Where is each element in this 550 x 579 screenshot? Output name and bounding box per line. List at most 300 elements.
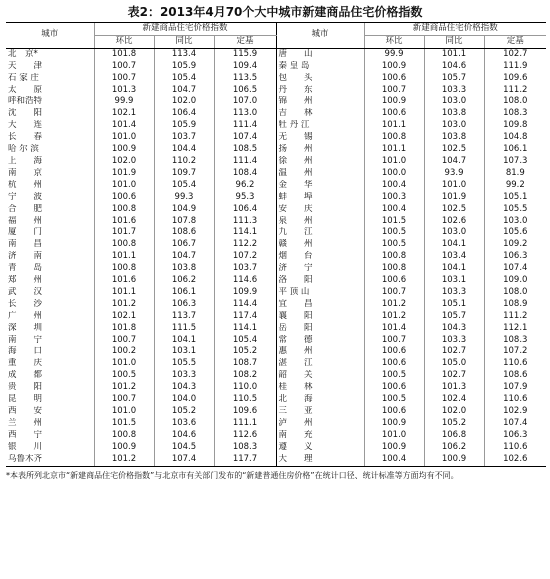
city-cell-right: 吉 林: [276, 108, 364, 120]
city-cell-right: 徐 州: [276, 156, 364, 168]
table-row: [6, 382, 546, 394]
city-cell-left: 长 沙: [8, 298, 43, 309]
base-cell-right: 108.6: [484, 370, 546, 382]
yoy-cell-right: 106.2: [424, 442, 484, 454]
mom-cell-right: 100.7: [364, 335, 424, 347]
base-cell-left: 105.4: [214, 335, 276, 347]
yoy-cell-left: 104.9: [154, 204, 214, 216]
yoy-cell-right: 102.7: [424, 370, 484, 382]
base-cell-right: 111.9: [484, 61, 546, 73]
base-cell-right: 112.1: [484, 323, 546, 335]
yoy-cell-right: 103.3: [424, 287, 484, 299]
mom-cell-right: 100.3: [364, 192, 424, 204]
city-cell-left: 西 宁: [8, 429, 43, 440]
mom-cell-right: 100.7: [364, 85, 424, 97]
base-cell-left: 96.2: [214, 180, 276, 192]
yoy-cell-right: 104.6: [424, 61, 484, 73]
table-row: [6, 180, 546, 192]
city-cell-right: 北 海: [276, 394, 364, 406]
base-cell-right: 103.0: [484, 216, 546, 228]
yoy-cell-left: 104.4: [154, 144, 214, 156]
yoy-cell-right: 105.0: [424, 358, 484, 370]
table-row: [6, 358, 546, 370]
mom-cell-left: 101.8: [94, 323, 154, 335]
base-cell-left: 115.9: [214, 48, 276, 60]
base-cell-left: 108.5: [214, 144, 276, 156]
city-cell-left: 上 海: [8, 155, 43, 166]
base-cell-left: 109.4: [214, 61, 276, 73]
mom-cell-left: 100.6: [94, 192, 154, 204]
yoy-cell-right: 101.0: [424, 180, 484, 192]
mom-cell-left: 100.7: [94, 61, 154, 73]
base-cell-left: 117.4: [214, 311, 276, 323]
yoy-cell-left: 103.7: [154, 132, 214, 144]
mom-cell-left: 100.7: [94, 335, 154, 347]
base-cell-left: 108.4: [214, 168, 276, 180]
base-cell-left: 114.1: [214, 323, 276, 335]
city-cell-left: 大 连: [8, 120, 43, 131]
city-cell-left: 南 宁: [8, 334, 43, 345]
base-cell-left: 117.7: [214, 454, 276, 466]
base-cell-left: 112.2: [214, 239, 276, 251]
index-group-header-left: 新建商品住宅价格指数: [94, 23, 276, 36]
base-cell-left: 114.6: [214, 275, 276, 287]
base-cell-right: 107.4: [484, 263, 546, 275]
mom-cell-right: 101.1: [364, 144, 424, 156]
base-cell-right: 102.9: [484, 406, 546, 418]
yoy-cell-left: 106.4: [154, 108, 214, 120]
table-row: [6, 251, 546, 263]
city-cell-left: 乌鲁木齐: [6, 454, 94, 466]
table-row: [6, 156, 546, 168]
yoy-cell-left: 105.4: [154, 73, 214, 85]
mom-cell-left: 101.0: [94, 132, 154, 144]
mom-cell-right: 100.5: [364, 394, 424, 406]
mom-cell-left: 101.6: [94, 216, 154, 228]
yoy-cell-right: 93.9: [424, 168, 484, 180]
base-cell-left: 107.4: [214, 132, 276, 144]
mom-cell-right: 100.0: [364, 168, 424, 180]
yoy-cell-right: 106.8: [424, 430, 484, 442]
base-cell-left: 112.6: [214, 430, 276, 442]
base-cell-right: 109.2: [484, 239, 546, 251]
base-cell-right: 102.6: [484, 454, 546, 466]
base-cell-left: 108.2: [214, 370, 276, 382]
yoy-cell-right: 105.2: [424, 418, 484, 430]
mom-cell-right: 101.2: [364, 311, 424, 323]
yoy-cell-left: 106.3: [154, 299, 214, 311]
base-cell-left: 103.7: [214, 263, 276, 275]
yoy-cell-right: 101.3: [424, 382, 484, 394]
mom-cell-left: 100.7: [94, 73, 154, 85]
city-cell-left: 天 津: [8, 60, 43, 71]
yoy-cell-right: 104.1: [424, 263, 484, 275]
mom-cell-left: 101.2: [94, 382, 154, 394]
yoy-cell-left: 105.2: [154, 406, 214, 418]
mom-cell-left: 101.4: [94, 120, 154, 132]
mom-cell-right: 101.0: [364, 156, 424, 168]
mom-cell-right: 100.7: [364, 287, 424, 299]
mom-header-right: 环比: [364, 35, 424, 48]
mom-cell-left: 101.0: [94, 358, 154, 370]
base-cell-right: 107.9: [484, 382, 546, 394]
yoy-cell-left: 103.3: [154, 370, 214, 382]
mom-cell-right: 100.6: [364, 275, 424, 287]
base-cell-right: 109.6: [484, 73, 546, 85]
table-row: [6, 299, 546, 311]
base-cell-left: 111.1: [214, 418, 276, 430]
city-cell-right: 无 锡: [276, 132, 364, 144]
mom-cell-right: 100.8: [364, 251, 424, 263]
city-cell-right: 扬 州: [276, 144, 364, 156]
yoy-cell-left: 111.5: [154, 323, 214, 335]
city-cell-right: 大 理: [276, 454, 364, 466]
yoy-cell-left: 108.6: [154, 227, 214, 239]
base-cell-left: 109.6: [214, 406, 276, 418]
table-row: [6, 192, 546, 204]
base-cell-right: 107.4: [484, 418, 546, 430]
yoy-cell-right: 102.6: [424, 216, 484, 228]
yoy-cell-right: 103.0: [424, 96, 484, 108]
base-cell-right: 106.3: [484, 430, 546, 442]
city-cell-right: 济 宁: [276, 263, 364, 275]
base-cell-right: 108.0: [484, 96, 546, 108]
city-cell-right: 桂 林: [276, 382, 364, 394]
yoy-cell-left: 103.6: [154, 418, 214, 430]
city-cell-left: 济 南: [8, 251, 43, 262]
base-cell-right: 109.8: [484, 120, 546, 132]
city-cell-right: 湛 江: [276, 358, 364, 370]
yoy-cell-left: 104.7: [154, 85, 214, 97]
base-cell-left: 111.4: [214, 120, 276, 132]
yoy-cell-right: 103.0: [424, 120, 484, 132]
price-index-table: [6, 22, 546, 467]
city-header-right: 城市: [276, 23, 364, 49]
table-row: [6, 204, 546, 216]
mom-cell-right: 100.6: [364, 382, 424, 394]
yoy-cell-left: 106.7: [154, 239, 214, 251]
yoy-cell-right: 102.4: [424, 394, 484, 406]
base-cell-right: 108.9: [484, 299, 546, 311]
table-row: [6, 239, 546, 251]
base-cell-left: 114.4: [214, 299, 276, 311]
yoy-cell-left: 103.8: [154, 263, 214, 275]
mom-cell-right: 100.5: [364, 370, 424, 382]
base-cell-right: 105.1: [484, 192, 546, 204]
city-cell-left: 重 庆: [8, 358, 43, 369]
city-cell-right: 烟 台: [276, 251, 364, 263]
city-cell-right: 蚌 埠: [276, 192, 364, 204]
mom-cell-left: 100.8: [94, 263, 154, 275]
city-cell-left: 厦 门: [8, 227, 43, 238]
mom-cell-left: 100.8: [94, 239, 154, 251]
city-cell-right: 韶 关: [276, 370, 364, 382]
table-row: [6, 418, 546, 430]
mom-cell-left: 100.2: [94, 346, 154, 358]
city-cell-right: 遵 义: [276, 442, 364, 454]
yoy-cell-left: 104.0: [154, 394, 214, 406]
city-cell-right: 锦 州: [276, 96, 364, 108]
yoy-cell-left: 105.9: [154, 61, 214, 73]
mom-cell-left: 101.6: [94, 275, 154, 287]
mom-cell-left: 100.8: [94, 430, 154, 442]
table-row: [6, 454, 546, 466]
table-row: [6, 346, 546, 358]
mom-cell-left: 102.1: [94, 311, 154, 323]
mom-cell-left: 101.0: [94, 406, 154, 418]
table-row: [6, 287, 546, 299]
mom-cell-right: 100.5: [364, 227, 424, 239]
mom-cell-right: 100.9: [364, 418, 424, 430]
yoy-cell-right: 104.1: [424, 239, 484, 251]
mom-cell-right: 100.6: [364, 346, 424, 358]
yoy-cell-right: 102.7: [424, 346, 484, 358]
yoy-cell-left: 105.5: [154, 358, 214, 370]
city-cell-left: 哈 尔 滨: [8, 144, 39, 155]
base-cell-right: 106.1: [484, 144, 546, 156]
mom-cell-right: 100.4: [364, 180, 424, 192]
table-row: [6, 227, 546, 239]
mom-cell-left: 102.0: [94, 156, 154, 168]
base-cell-left: 109.9: [214, 287, 276, 299]
yoy-cell-left: 103.1: [154, 346, 214, 358]
city-cell-left: 深 圳: [8, 322, 43, 333]
base-cell-left: 113.5: [214, 73, 276, 85]
city-cell-left: 昆 明: [8, 394, 43, 405]
yoy-header-right: 同比: [424, 35, 484, 48]
yoy-cell-left: 105.4: [154, 180, 214, 192]
city-cell-right: 宜 昌: [276, 299, 364, 311]
city-cell-right: 丹 东: [276, 85, 364, 97]
yoy-cell-left: 113.7: [154, 311, 214, 323]
city-cell-left: 沈 阳: [8, 108, 43, 119]
mom-cell-right: 100.9: [364, 442, 424, 454]
city-cell-left: 杭 州: [8, 179, 43, 190]
city-cell-right: 平 顶 山: [276, 287, 364, 299]
table-row: [6, 430, 546, 442]
city-cell-left: 广 州: [8, 310, 43, 321]
table-row: [6, 263, 546, 275]
mom-cell-right: 99.9: [364, 48, 424, 60]
base-cell-right: 99.2: [484, 180, 546, 192]
table-row: [6, 144, 546, 156]
base-cell-right: 110.6: [484, 394, 546, 406]
city-cell-right: 惠 州: [276, 346, 364, 358]
yoy-cell-right: 103.3: [424, 335, 484, 347]
yoy-cell-left: 99.3: [154, 192, 214, 204]
mom-cell-left: 101.3: [94, 85, 154, 97]
yoy-cell-left: 104.1: [154, 335, 214, 347]
city-cell-right: 包 头: [276, 73, 364, 85]
yoy-cell-right: 103.0: [424, 227, 484, 239]
yoy-cell-left: 110.2: [154, 156, 214, 168]
city-cell-left: 银 川: [8, 441, 43, 452]
yoy-cell-right: 104.3: [424, 323, 484, 335]
city-header-left: 城市: [6, 23, 94, 49]
base-cell-right: 107.2: [484, 346, 546, 358]
yoy-cell-right: 101.9: [424, 192, 484, 204]
city-cell-left: 海 口: [8, 346, 43, 357]
yoy-cell-left: 105.9: [154, 120, 214, 132]
yoy-cell-right: 102.0: [424, 406, 484, 418]
city-cell-right: 常 德: [276, 335, 364, 347]
yoy-cell-right: 102.5: [424, 144, 484, 156]
base-cell-right: 105.5: [484, 204, 546, 216]
mom-cell-right: 101.0: [364, 430, 424, 442]
city-cell-left: 西 安: [8, 406, 43, 416]
mom-cell-left: 101.1: [94, 251, 154, 263]
table-row: [6, 275, 546, 287]
mom-cell-left: 100.9: [94, 442, 154, 454]
table-body: [6, 48, 546, 466]
table-row: [6, 73, 546, 85]
mom-cell-left: 102.1: [94, 108, 154, 120]
base-cell-left: 106.5: [214, 85, 276, 97]
city-cell-right: 襄 阳: [276, 311, 364, 323]
city-cell-right: 九 江: [276, 227, 364, 239]
table-title: 表2：2013年4月70个大中城市新建商品住宅价格指数: [127, 5, 423, 19]
table-row: [6, 108, 546, 120]
yoy-header-left: 同比: [154, 35, 214, 48]
yoy-cell-right: 102.5: [424, 204, 484, 216]
yoy-cell-left: 104.6: [154, 430, 214, 442]
city-cell-right: 秦 皇 岛: [276, 61, 364, 73]
city-cell-right: 牡 丹 江: [276, 120, 364, 132]
yoy-cell-right: 103.8: [424, 108, 484, 120]
mom-cell-left: 101.0: [94, 180, 154, 192]
city-cell-right: 赣 州: [276, 239, 364, 251]
city-cell-left: 南 京: [8, 167, 43, 178]
mom-cell-left: 99.9: [94, 96, 154, 108]
base-cell-right: 105.6: [484, 227, 546, 239]
city-cell-left: 青 岛: [8, 263, 43, 274]
index-group-header-right: 新建商品住宅价格指数: [364, 23, 546, 36]
yoy-cell-left: 104.7: [154, 251, 214, 263]
city-cell-left: 合 肥: [8, 203, 43, 214]
base-cell-right: 104.8: [484, 132, 546, 144]
table-row: [6, 394, 546, 406]
mom-cell-left: 101.2: [94, 299, 154, 311]
mom-cell-right: 100.6: [364, 358, 424, 370]
yoy-cell-right: 103.8: [424, 132, 484, 144]
base-cell-right: 110.6: [484, 358, 546, 370]
mom-cell-right: 100.6: [364, 73, 424, 85]
city-cell-left: 北 京*: [8, 48, 38, 59]
base-cell-right: 108.3: [484, 335, 546, 347]
yoy-cell-right: 105.7: [424, 73, 484, 85]
base-cell-right: 81.9: [484, 168, 546, 180]
base-cell-right: 106.3: [484, 251, 546, 263]
base-cell-left: 108.7: [214, 358, 276, 370]
table-row: [6, 406, 546, 418]
base-cell-left: 110.0: [214, 382, 276, 394]
table-row: [6, 216, 546, 228]
city-cell-left: 宁 波: [8, 191, 43, 202]
city-cell-left: 成 都: [8, 370, 43, 381]
city-cell-left: 长 春: [8, 132, 43, 143]
yoy-cell-left: 106.2: [154, 275, 214, 287]
table-row: [6, 442, 546, 454]
table-row: [6, 85, 546, 97]
mom-cell-right: 100.9: [364, 96, 424, 108]
table-row: [6, 323, 546, 335]
city-cell-left: 呼和浩特: [8, 96, 43, 107]
city-cell-left: 兰 州: [8, 417, 43, 428]
city-cell-left: 郑 州: [8, 275, 43, 286]
mom-cell-left: 101.5: [94, 418, 154, 430]
mom-cell-left: 100.7: [94, 394, 154, 406]
yoy-cell-left: 109.7: [154, 168, 214, 180]
city-cell-right: 岳 阳: [276, 323, 364, 335]
mom-cell-right: 101.4: [364, 323, 424, 335]
yoy-cell-left: 102.0: [154, 96, 214, 108]
base-cell-left: 114.1: [214, 227, 276, 239]
table-row: [6, 311, 546, 323]
table-row: [6, 335, 546, 347]
table-row: [6, 96, 546, 108]
mom-cell-right: 100.4: [364, 204, 424, 216]
base-cell-left: 113.0: [214, 108, 276, 120]
yoy-cell-left: 107.8: [154, 216, 214, 228]
mom-cell-right: 100.5: [364, 239, 424, 251]
mom-cell-left: 101.2: [94, 454, 154, 466]
mom-cell-left: 100.9: [94, 144, 154, 156]
base-cell-left: 106.4: [214, 204, 276, 216]
mom-cell-right: 100.6: [364, 108, 424, 120]
city-cell-left: 贵 阳: [8, 382, 43, 393]
yoy-cell-left: 104.3: [154, 382, 214, 394]
base-cell-right: 109.0: [484, 275, 546, 287]
mom-cell-left: 100.8: [94, 204, 154, 216]
base-cell-left: 95.3: [214, 192, 276, 204]
city-cell-left: 南 昌: [8, 239, 43, 250]
mom-cell-right: 101.2: [364, 299, 424, 311]
city-cell-right: 安 庆: [276, 204, 364, 216]
yoy-cell-left: 107.4: [154, 454, 214, 466]
city-cell-right: 泸 州: [276, 418, 364, 430]
city-cell-right: 洛 阳: [276, 275, 364, 287]
city-cell-left: 武 汉: [8, 286, 43, 297]
yoy-cell-right: 101.1: [424, 48, 484, 60]
base-cell-left: 107.0: [214, 96, 276, 108]
mom-cell-right: 100.4: [364, 454, 424, 466]
table-row: [6, 120, 546, 132]
base-cell-right: 110.6: [484, 442, 546, 454]
city-cell-left: 太 原: [8, 84, 43, 95]
base-cell-left: 111.3: [214, 216, 276, 228]
table-row: [6, 132, 546, 144]
table-row: [6, 168, 546, 180]
base-cell-left: 105.2: [214, 346, 276, 358]
city-cell-right: 泉 州: [276, 216, 364, 228]
base-cell-right: 102.7: [484, 48, 546, 60]
base-cell-right: 111.2: [484, 85, 546, 97]
city-cell-right: 南 充: [276, 430, 364, 442]
yoy-cell-left: 106.1: [154, 287, 214, 299]
mom-cell-left: 101.9: [94, 168, 154, 180]
base-cell-right: 108.0: [484, 287, 546, 299]
mom-cell-right: 101.5: [364, 216, 424, 228]
city-cell-right: 温 州: [276, 168, 364, 180]
mom-cell-right: 100.6: [364, 406, 424, 418]
city-cell-right: 金 华: [276, 180, 364, 192]
base-cell-left: 111.4: [214, 156, 276, 168]
yoy-cell-right: 105.1: [424, 299, 484, 311]
city-cell-right: 三 亚: [276, 406, 364, 418]
city-cell-right: 唐 山: [276, 48, 364, 60]
yoy-cell-right: 103.1: [424, 275, 484, 287]
yoy-cell-right: 103.3: [424, 85, 484, 97]
